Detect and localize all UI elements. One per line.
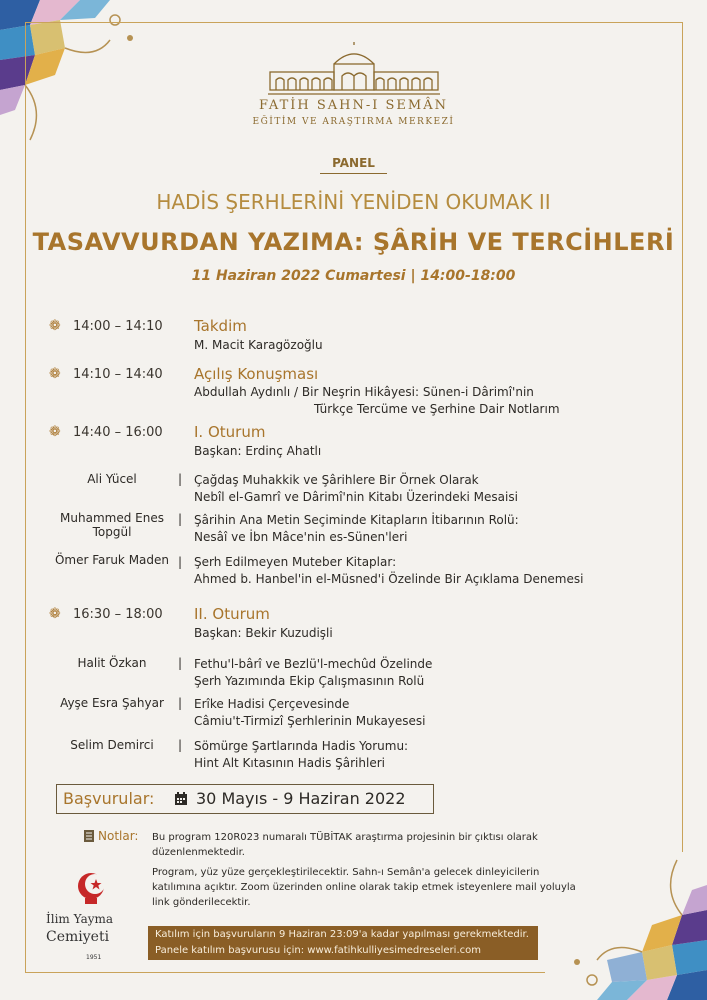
frame-line-top [25,22,682,23]
notes-label: Notlar: [98,829,139,843]
session-title: Açılış Konuşması [194,365,319,383]
talk-divider: | [178,472,183,486]
talk-divider: | [178,512,183,526]
event-date: 11 Haziran 2022 Cumartesi | 14:00-18:00 [191,268,516,284]
banner-line-2: Panele katılım başvurusu için: www.fatihkulliyesimedreseleri.com [155,945,481,956]
session-time: 14:40 – 16:00 [73,425,163,440]
session-speaker: M. Macit Karagözoğlu [194,338,323,352]
flower-icon: ❁ [49,366,61,382]
crescent-star-logo-icon [76,868,106,908]
talk-title-line: Câmiu't-Tirmizî Şerhlerinin Mukayesesi [194,714,426,728]
session-title: Takdim [194,317,247,335]
talk-divider: | [178,555,183,569]
talk-speaker: Ayşe Esra Şahyar [60,696,164,710]
sponsor-name-line2: Cemiyeti [46,929,110,945]
flower-icon: ❁ [49,424,61,440]
talk-title-line: Şerh Yazımında Ekip Çalışmasının Rolü [194,674,425,688]
talk-title-line: Şârihin Ana Metin Seçiminde Kitapların İtibarının Rolü: [194,513,519,527]
flower-icon: ❁ [49,606,61,622]
talk-divider: | [178,738,183,752]
talk-title-line: Çağdaş Muhakkik ve Şârihlere Bir Örnek Olarak [194,473,479,487]
banner-line-1: Katılım için başvuruların 9 Haziran 23:09'a kadar yapılması gerekmektedir. [155,929,529,940]
applications-dates: 30 Mayıs - 9 Haziran 2022 [196,789,406,808]
talk-title-line: Nesâî ve İbn Mâce'nin es-Sünen'leri [194,530,408,544]
calendar-icon [174,792,188,806]
sponsor-year: 1951 [86,954,102,961]
session-chair: Başkan: Erdinç Ahatlı [194,444,322,458]
talk-title-line: Hint Alt Kıtasının Hadis Şârihleri [194,756,385,770]
session-line: Abdullah Aydınlı / Bir Neşrin Hikâyesi: Sünen-i Dârimî'nin [194,385,534,399]
notes-paragraph: Bu program 120R023 numaralı TÜBİTAK araştırma projesinin bir çıktısı olarak düzenlenmektedir. [152,832,538,858]
org-subtitle: EĞİTİM VE ARAŞTIRMA MERKEZİ [252,117,455,127]
session-time: 16:30 – 18:00 [73,607,163,622]
title-line-1: HADİS ŞERHLERİNİ YENİDEN OKUMAK II [156,190,551,214]
panel-tag: PANEL [320,156,387,174]
frame-line-left [25,22,26,972]
talk-divider: | [178,656,183,670]
session-chair: Başkan: Bekir Kuzudişli [194,626,333,640]
session-time: 14:00 – 14:10 [73,319,163,334]
session-title: II. Oturum [194,605,270,623]
org-name: FATİH SAHN-I SEMÂN [259,98,448,113]
session-time: 14:10 – 14:40 [73,367,163,382]
notes-paragraph: Program, yüz yüze gerçekleştirilecektir. Sahn-ı Semân'a gelecek dinleyicilerin katılımına açıktır. Zoom üzerinden online olarak takip etmek isteyenlere mail yoluyla link gönderilecektir. [152,867,576,908]
flower-icon: ❁ [49,318,61,334]
talk-title-line: Şerh Edilmeyen Muteber Kitaplar: [194,555,397,569]
session-line: Türkçe Tercüme ve Şerhine Dair Notlarım [314,402,560,416]
talk-speaker: Selim Demirci [70,738,154,752]
talk-title-line: Erîke Hadisi Çerçevesinde [194,697,350,711]
notes-text [152,830,582,910]
talk-divider: | [178,696,183,710]
building-logo-icon [268,42,440,97]
talk-speaker: Ali Yücel [87,472,137,486]
talk-speaker: Muhammed Enes Topgül [60,511,164,539]
sponsor-name-line1: İlim Yayma [46,912,114,926]
frame-line-bottom [25,972,545,973]
talk-title-line: Fethu'l-bârî ve Bezlü'l-mechûd Özelinde [194,657,433,671]
talk-speaker: Ömer Faruk Maden [54,553,170,567]
frame-line-right [682,22,683,852]
talk-title-line: Ahmed b. Hanbel'in el-Müsned'i Özelinde Bir Açıklama Denemesi [194,572,584,586]
applications-label: Başvurular: [63,789,155,808]
session-title: I. Oturum [194,423,266,441]
notes-icon [84,830,94,842]
talk-speaker: Halit Özkan [77,656,147,670]
title-line-2: TASAVVURDAN YAZIMA: ŞÂRİH VE TERCİHLERİ [32,228,675,256]
talk-title-line: Sömürge Şartlarında Hadis Yorumu: [194,739,409,753]
talk-title-line: Nebîl el-Gamrî ve Dârimî'nin Kitabı Üzerindeki Mesaisi [194,490,518,504]
